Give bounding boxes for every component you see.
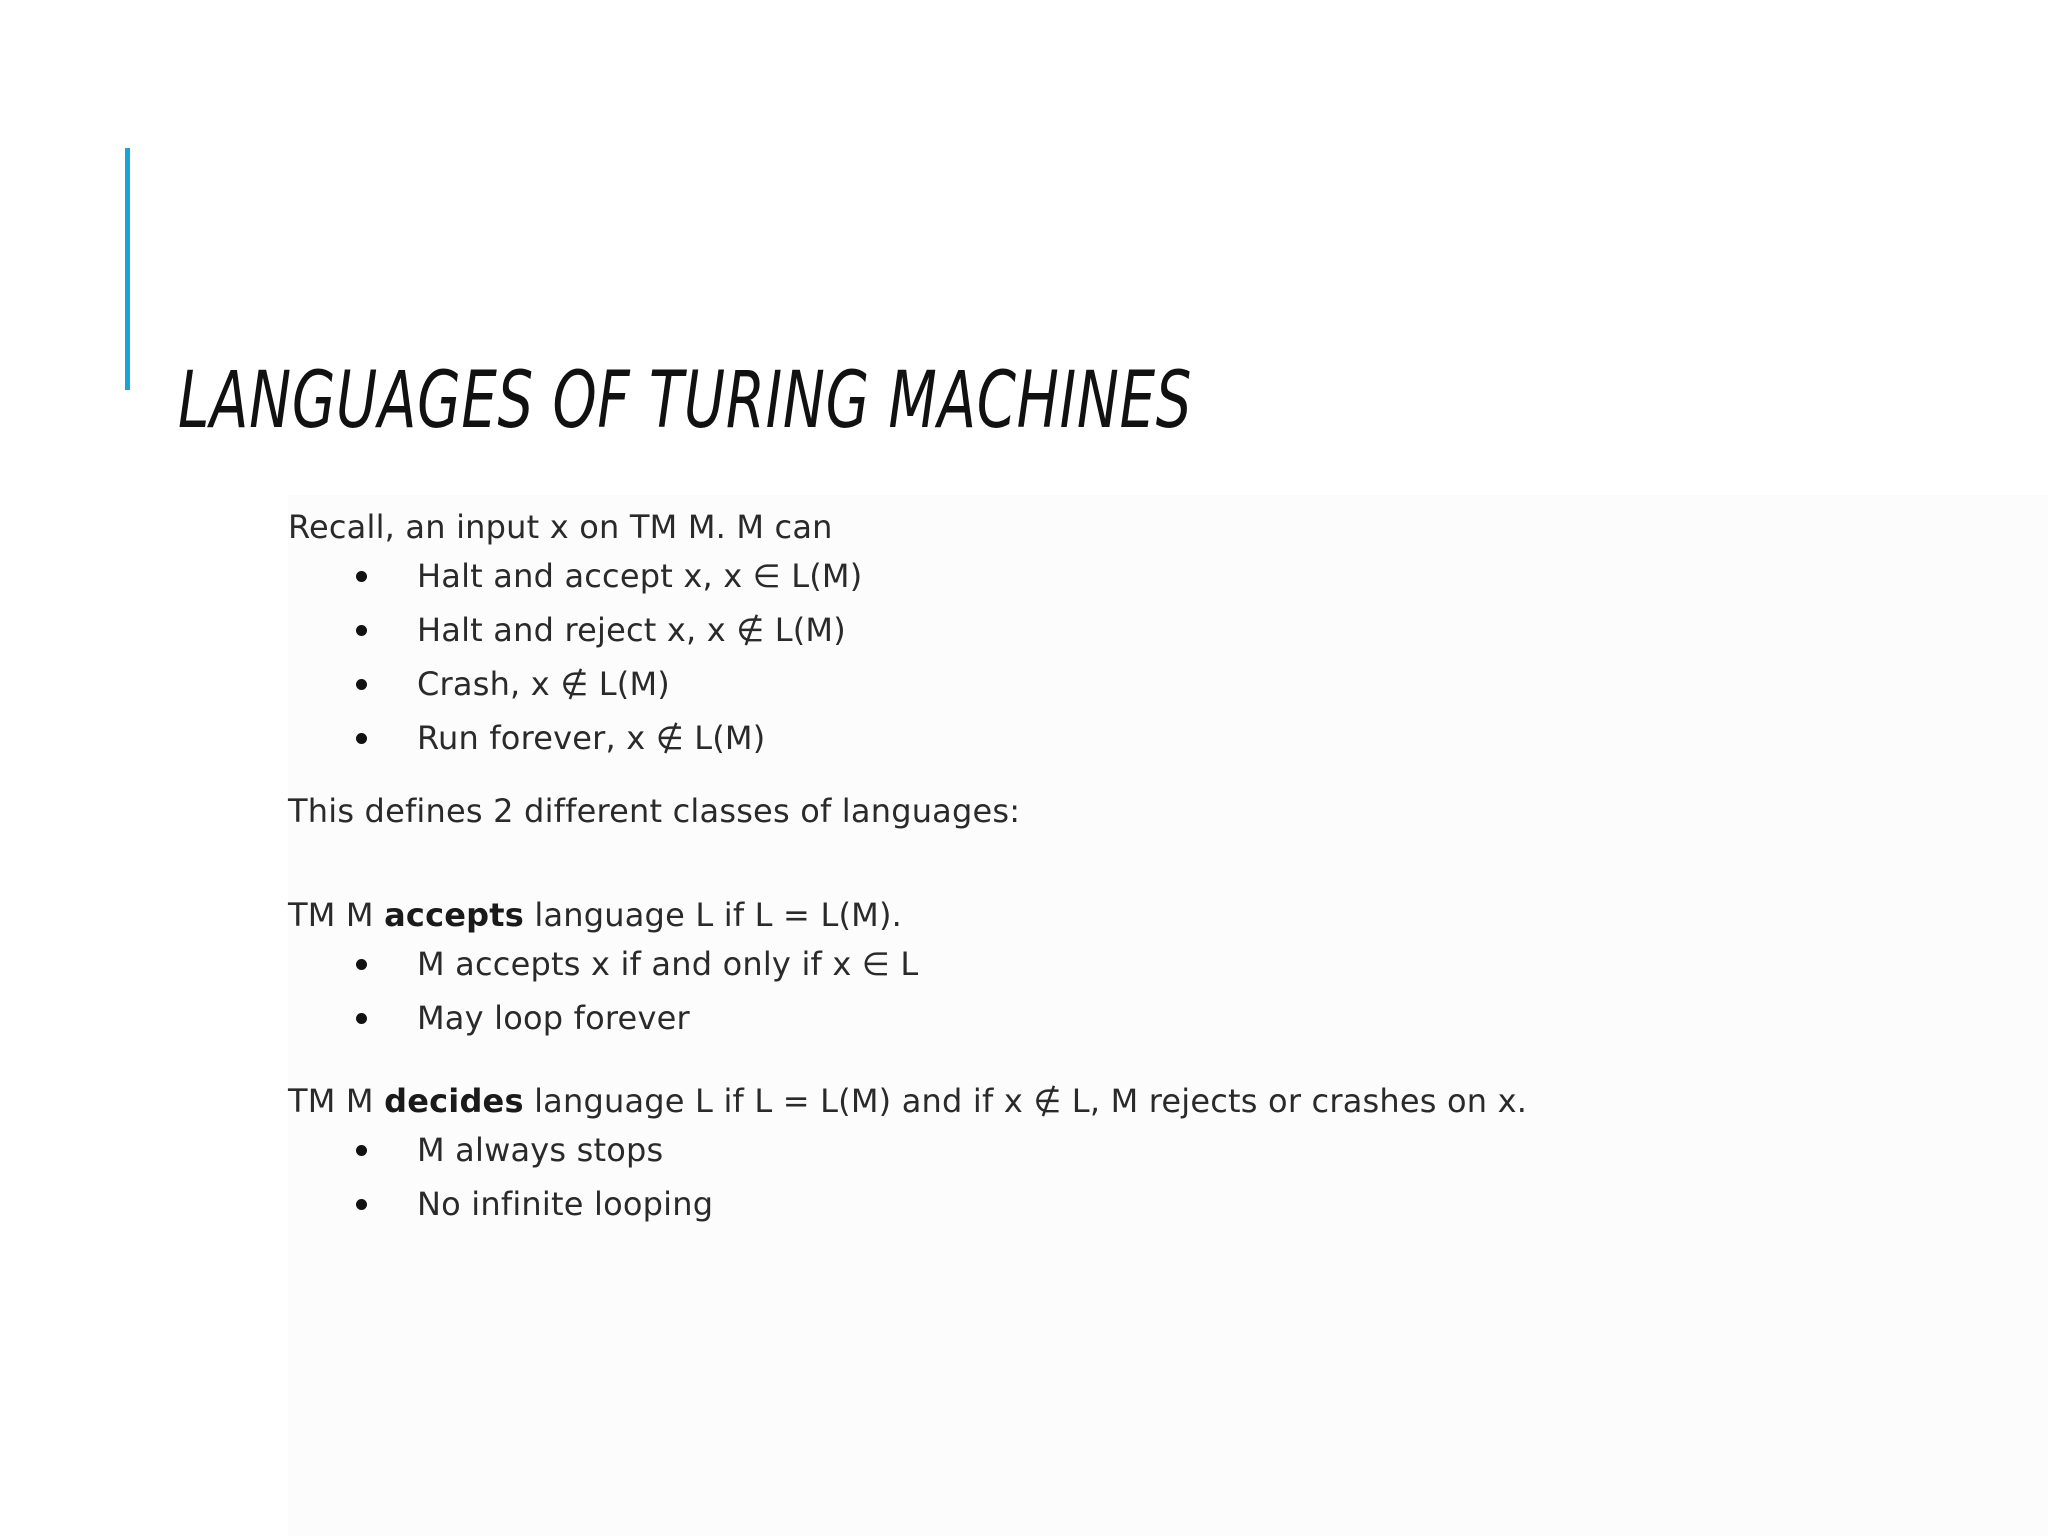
list-item: May loop forever xyxy=(288,991,1527,1045)
list-item: Halt and reject x, x ∉ L(M) xyxy=(288,603,1527,657)
accepts-keyword: accepts xyxy=(384,896,524,934)
bullet-icon xyxy=(356,571,367,582)
slide-title: LANGUAGES OF TURING MACHINES xyxy=(178,356,1193,446)
accepts-bullet-list xyxy=(288,937,1527,1045)
bullet-icon xyxy=(356,959,367,970)
bullet-icon xyxy=(356,679,367,690)
accent-bar xyxy=(125,148,130,390)
intro-bullet-list xyxy=(288,549,1527,765)
bullet-icon xyxy=(356,1145,367,1156)
bullet-icon xyxy=(356,1013,367,1024)
decides-bullet-list xyxy=(288,1123,1527,1231)
bullet-icon xyxy=(356,733,367,744)
list-item: Run forever, x ∉ L(M) xyxy=(288,711,1527,765)
accepts-definition: TM M accepts language L if L = L(M). xyxy=(288,896,903,934)
list-item: M always stops xyxy=(288,1123,1527,1177)
intro-text: Recall, an input x on TM M. M can xyxy=(288,508,833,546)
list-item: Crash, x ∉ L(M) xyxy=(288,657,1527,711)
decides-keyword: decides xyxy=(384,1082,524,1120)
list-item: M accepts x if and only if x ∈ L xyxy=(288,937,1527,991)
list-item: Halt and accept x, x ∈ L(M) xyxy=(288,549,1527,603)
slide-body xyxy=(288,505,1527,1231)
list-item: No infinite looping xyxy=(288,1177,1527,1231)
bullet-icon xyxy=(356,625,367,636)
classes-text: This defines 2 different classes of languages: xyxy=(288,792,1021,830)
decides-definition: TM M decides language L if L = L(M) and if x ∉ L, M rejects or crashes on x. xyxy=(288,1082,1528,1120)
bullet-icon xyxy=(356,1199,367,1210)
